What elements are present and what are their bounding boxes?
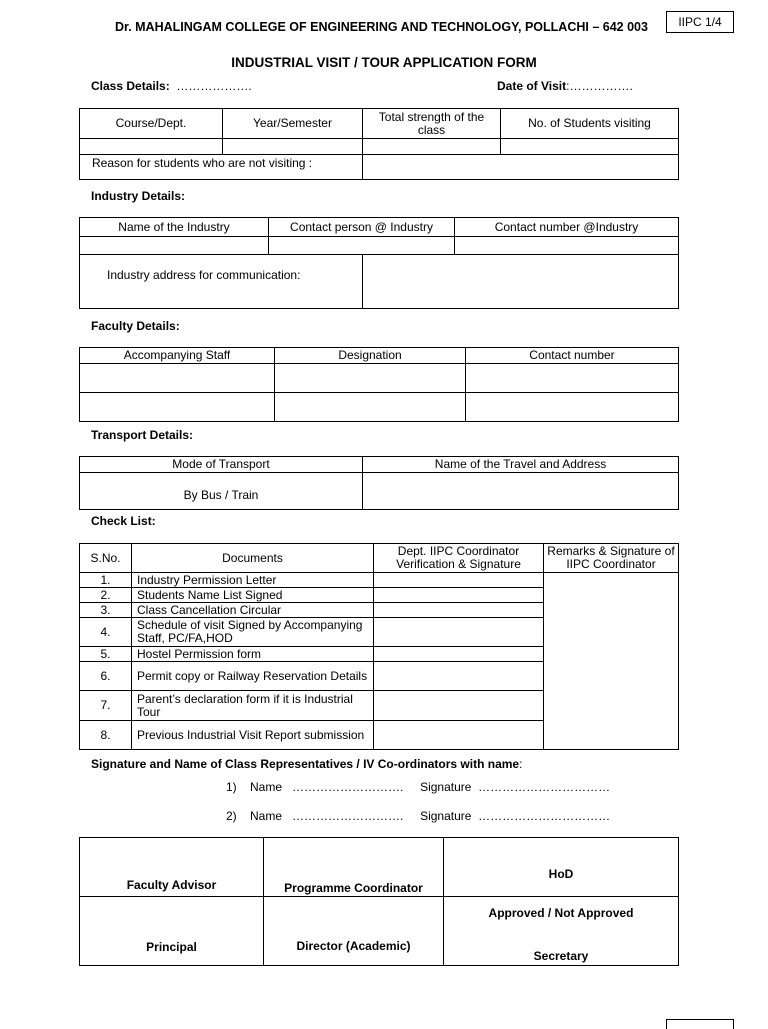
- checklist-verification-field[interactable]: [374, 573, 544, 588]
- checklist-sno: 4.: [80, 618, 132, 647]
- travel-name-address-field[interactable]: [363, 473, 679, 510]
- col-remarks-signature: Remarks & Signature of IIPC Coordinator: [544, 544, 679, 573]
- name-blank[interactable]: ……………………….: [292, 780, 404, 794]
- college-name: Dr. MAHALINGAM COLLEGE OF ENGINEERING AND TECHNOLOGY, POLLACHI – 642 003: [115, 20, 648, 34]
- checklist-document: Parent’s declaration form if it is Industrial Tour: [132, 691, 374, 721]
- form-code: IIPC 1/4: [678, 15, 722, 29]
- name-blank[interactable]: ……………………….: [292, 809, 404, 823]
- signatures-heading: Signature and Name of Class Representatives / IV Co-ordinators with name: [91, 757, 520, 771]
- industry-address-label: Industry address for communication:: [80, 255, 363, 309]
- approval-status: Approved / Not Approved: [488, 906, 634, 920]
- signatures-heading-row: [91, 757, 522, 771]
- checklist-document: Class Cancellation Circular: [132, 603, 374, 618]
- name-label: Name: [250, 809, 283, 823]
- date-of-visit-dots: :…………….: [566, 79, 633, 93]
- col-dept-verification: Dept. IIPC Coordinator Verification & Signature: [374, 544, 544, 573]
- transport-details-table: [79, 456, 679, 510]
- principal-signature: Principal: [80, 897, 264, 966]
- col-industry-name: Name of the Industry: [80, 218, 269, 237]
- checklist-verification-field[interactable]: [374, 618, 544, 647]
- checklist-sno: 8.: [80, 721, 132, 750]
- class-details-table: [79, 108, 679, 180]
- col-students-visiting: No. of Students visiting: [501, 109, 679, 139]
- checklist-verification-field[interactable]: [374, 721, 544, 750]
- col-contact-number: Contact number @Industry: [455, 218, 679, 237]
- contact-2-field[interactable]: [466, 393, 679, 422]
- col-sno: S.No.: [80, 544, 132, 573]
- col-course-dept: Course/Dept.: [80, 109, 223, 139]
- checklist-document: Industry Permission Letter: [132, 573, 374, 588]
- signature-line-1: [226, 780, 610, 794]
- signature-blank[interactable]: ……………………………: [478, 780, 611, 794]
- signature-line-2: [226, 809, 610, 823]
- industry-address-field[interactable]: [363, 255, 679, 309]
- reason-not-visiting-label: Reason for students who are not visiting :: [80, 155, 363, 180]
- year-semester-field[interactable]: [223, 139, 363, 155]
- programme-coordinator-signature: Programme Coordinator: [264, 838, 444, 897]
- transport-mode-value: By Bus / Train: [80, 473, 363, 510]
- checklist-sno: 2.: [80, 588, 132, 603]
- next-page-code-box: [666, 1019, 734, 1029]
- col-mode-of-transport: Mode of Transport: [80, 457, 363, 473]
- industry-details-label: Industry Details:: [91, 189, 186, 203]
- check-list-table: [79, 543, 679, 750]
- date-of-visit-row: [497, 79, 633, 93]
- col-designation: Designation: [275, 348, 466, 364]
- signature-line-number: 1): [226, 780, 237, 794]
- students-visiting-field[interactable]: [501, 139, 679, 155]
- checklist-sno: 1.: [80, 573, 132, 588]
- form-title: INDUSTRIAL VISIT / TOUR APPLICATION FORM: [231, 55, 537, 70]
- designation-1-field[interactable]: [275, 364, 466, 393]
- checklist-document: Students Name List Signed: [132, 588, 374, 603]
- col-year-semester: Year/Semester: [223, 109, 363, 139]
- checklist-verification-field[interactable]: [374, 647, 544, 662]
- col-total-strength: Total strength of the class: [363, 109, 501, 139]
- transport-details-label: Transport Details:: [91, 428, 194, 442]
- checklist-document: Previous Industrial Visit Report submission: [132, 721, 374, 750]
- staff-2-field[interactable]: [80, 393, 275, 422]
- checklist-sno: 7.: [80, 691, 132, 721]
- checklist-sno: 3.: [80, 603, 132, 618]
- col-faculty-contact: Contact number: [466, 348, 679, 364]
- checklist-sno: 5.: [80, 647, 132, 662]
- secretary-signature: Secretary: [533, 949, 589, 963]
- hod-signature: HoD: [444, 838, 679, 897]
- faculty-details-label: Faculty Details:: [91, 319, 180, 333]
- checklist-verification-field[interactable]: [374, 588, 544, 603]
- director-academic-signature: Director (Academic): [264, 897, 444, 966]
- faculty-details-table: [79, 347, 679, 422]
- col-accompanying-staff: Accompanying Staff: [80, 348, 275, 364]
- checklist-document: Schedule of visit Signed by Accompanying Staff, PC/FA,HOD: [132, 618, 374, 647]
- signature-label: Signature: [420, 780, 472, 794]
- checklist-document: Permit copy or Railway Reservation Details: [132, 662, 374, 691]
- checklist-sno: 6.: [80, 662, 132, 691]
- date-of-visit-label: Date of Visit: [497, 79, 567, 93]
- faculty-advisor-signature: Faculty Advisor: [80, 838, 264, 897]
- secretary-cell: [444, 897, 679, 966]
- checklist-verification-field[interactable]: [374, 662, 544, 691]
- signature-blank[interactable]: ……………………………: [478, 809, 611, 823]
- col-contact-person: Contact person @ Industry: [269, 218, 455, 237]
- course-dept-field[interactable]: [80, 139, 223, 155]
- industry-details-table: [79, 217, 679, 309]
- signatures-colon: :: [519, 757, 523, 771]
- designation-2-field[interactable]: [275, 393, 466, 422]
- name-label: Name: [250, 780, 283, 794]
- checklist-document: Hostel Permission form: [132, 647, 374, 662]
- col-documents: Documents: [132, 544, 374, 573]
- reason-not-visiting-field[interactable]: [363, 155, 679, 180]
- class-details-label: Class Details:: [91, 79, 170, 93]
- form-code-box: [666, 11, 734, 33]
- col-travel-name-address: Name of the Travel and Address: [363, 457, 679, 473]
- signature-label: Signature: [420, 809, 472, 823]
- approvals-table: [79, 837, 679, 966]
- check-list-label: Check List:: [91, 514, 156, 528]
- checklist-verification-field[interactable]: [374, 691, 544, 721]
- class-details-dots: ……………….: [176, 79, 252, 93]
- total-strength-field[interactable]: [363, 139, 501, 155]
- contact-person-field[interactable]: [269, 237, 455, 255]
- class-details-row: [91, 79, 252, 93]
- signature-line-number: 2): [226, 809, 237, 823]
- checklist-remarks-field[interactable]: [544, 573, 679, 750]
- industry-name-field[interactable]: [80, 237, 269, 255]
- staff-1-field[interactable]: [80, 364, 275, 393]
- contact-1-field[interactable]: [466, 364, 679, 393]
- checklist-verification-field[interactable]: [374, 603, 544, 618]
- contact-number-field[interactable]: [455, 237, 679, 255]
